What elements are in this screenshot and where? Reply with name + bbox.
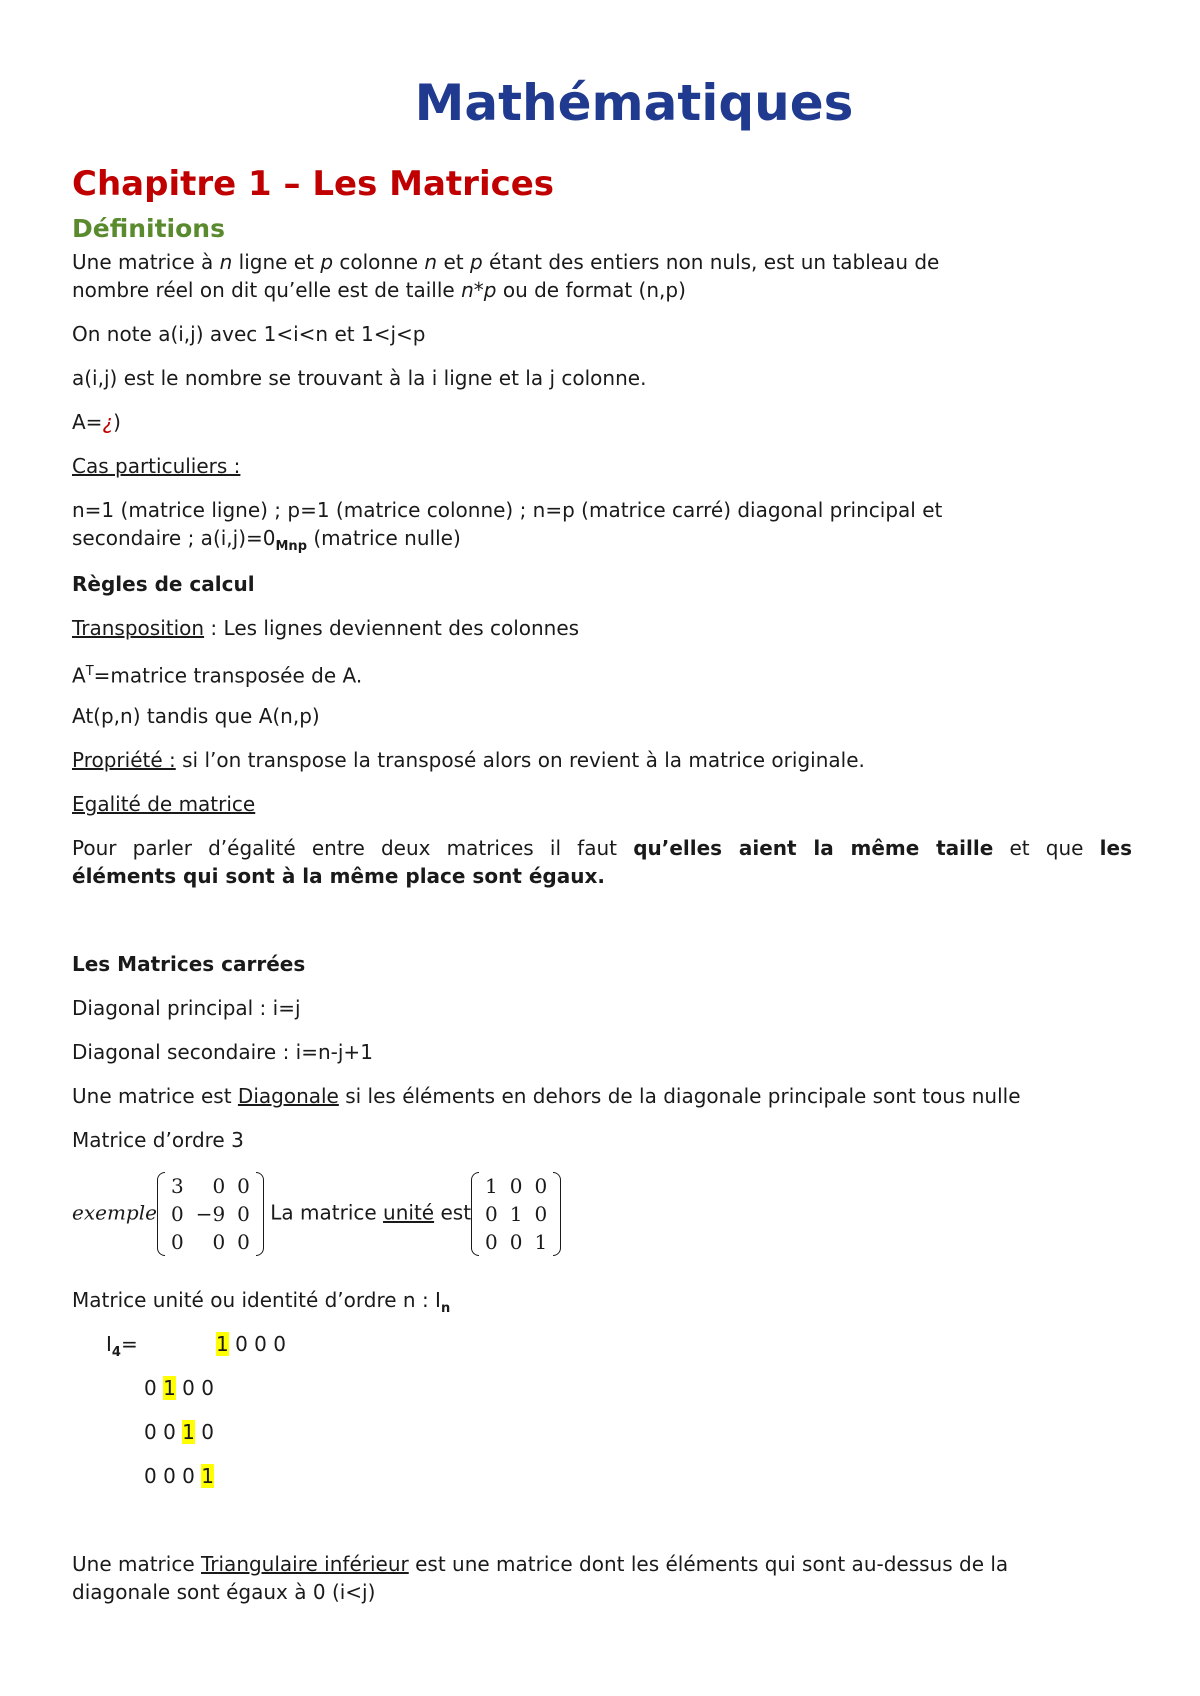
text: colonne — [333, 250, 425, 274]
matrix-cell: 0 — [485, 1230, 498, 1254]
text: si les éléments en dehors de la diagonale principale sont tous nulle — [338, 1084, 1021, 1108]
text: 0 0 — [175, 1376, 214, 1400]
identity-row-1 — [216, 1330, 286, 1358]
text: 0 — [194, 1420, 214, 1444]
subscript: Mnp — [275, 539, 307, 554]
matrix-cell: 1 — [509, 1202, 523, 1226]
matrix-cell: 0 — [485, 1202, 498, 1226]
matrix-cell: 0 — [237, 1202, 250, 1226]
text: I — [106, 1332, 112, 1356]
carrees-heading: Les Matrices carrées — [72, 952, 306, 976]
highlighted-one: 1 — [201, 1464, 214, 1488]
text: nombre réel on dit qu’elle est de taille — [72, 278, 462, 302]
definitions-heading: Définitions — [72, 214, 225, 243]
definition-line-2 — [72, 276, 686, 304]
triangulaire-line-2: diagonale sont égaux à 0 (i<j) — [72, 1580, 376, 1604]
matrix-cell: 0 — [170, 1230, 184, 1254]
note-line: On note a(i,j) avec 1<i<n et 1<j<p — [72, 322, 426, 346]
chapter-heading: Chapitre 1 – Les Matrices — [72, 164, 555, 204]
subscript: 4 — [111, 1345, 121, 1360]
regles-heading: Règles de calcul — [72, 572, 255, 596]
highlighted-one: 1 — [182, 1420, 195, 1444]
text: si l’on transpose la transposé alors on revient à la matrice originale. — [175, 748, 865, 772]
text: 0 0 — [144, 1420, 183, 1444]
text: 0 0 0 — [144, 1464, 202, 1488]
term: Triangulaire inférieur — [201, 1552, 409, 1576]
placeholder-symbol: ¿ — [102, 410, 114, 434]
text: et que — [993, 836, 1100, 860]
matrix-cell: 0 — [170, 1202, 184, 1226]
cas-particuliers-label: Cas particuliers : — [72, 454, 241, 478]
egalite-line-2: éléments qui sont à la même place sont égaux. — [72, 864, 605, 888]
text: Une matrice — [72, 1552, 201, 1576]
text: Une matrice est — [72, 1084, 238, 1108]
identity-row-2 — [144, 1374, 214, 1402]
matrix-example-row — [72, 1172, 561, 1256]
atpn-line: At(p,n) tandis que A(n,p) — [72, 704, 320, 728]
cas-line-1: n=1 (matrice ligne) ; p=1 (matrice colonne) ; n=p (matrice carré) diagonal principal et — [72, 498, 943, 522]
text: secondaire ; a(i,j)=0 — [72, 526, 276, 550]
propriete-line — [72, 746, 865, 774]
text: Pour parler d’égalité entre deux matrices il faut — [72, 836, 634, 860]
matrix-cell: −9 — [195, 1202, 226, 1226]
identite-line — [72, 1286, 450, 1323]
egalite-label: Egalité de matrice — [72, 792, 256, 816]
text: Matrice unité ou identité d’ordre n : I — [72, 1288, 441, 1312]
emphasis: les — [1099, 836, 1132, 860]
identity-row-4 — [144, 1462, 214, 1490]
identity-row-3 — [144, 1418, 214, 1446]
text: ) — [113, 410, 121, 434]
var-n: n — [424, 250, 438, 274]
text: A= — [72, 410, 103, 434]
cas-line-2 — [72, 524, 461, 561]
text: Une matrice à — [72, 250, 220, 274]
term: unité — [383, 1200, 435, 1225]
definition-line-1 — [72, 248, 939, 276]
highlighted-one: 1 — [163, 1376, 176, 1400]
unit-matrix — [471, 1172, 561, 1256]
emphasis: qu’elles aient la même taille — [633, 836, 994, 860]
text: 0 — [144, 1376, 164, 1400]
text: et — [437, 250, 470, 274]
subscript: n — [440, 1301, 451, 1316]
text: : Les lignes deviennent des colonnes — [204, 616, 580, 640]
matrix-cell: 0 — [534, 1174, 548, 1198]
matrix-cell: 1 — [534, 1230, 548, 1254]
transposition-line — [72, 614, 579, 642]
matrix-cell: 0 — [509, 1174, 523, 1198]
a-definition — [72, 408, 121, 436]
diag-secondaire-line: Diagonal secondaire : i=n-j+1 — [72, 1040, 373, 1064]
text: =matrice transposée de A. — [93, 663, 363, 688]
transpose-definition — [72, 658, 362, 690]
exemple-label: exemple — [72, 1200, 157, 1225]
matrix-cell: 0 — [534, 1202, 548, 1226]
ordre3-line: Matrice d’ordre 3 — [72, 1128, 244, 1152]
matrix-cell: 0 — [212, 1174, 226, 1198]
matrix-cell: 0 — [237, 1230, 250, 1254]
text: La matrice — [263, 1200, 384, 1225]
text: est — [434, 1200, 472, 1225]
example-matrix — [157, 1172, 264, 1256]
text: étant des entiers non nuls, est un tableau de — [482, 250, 940, 274]
term: Transposition — [72, 616, 205, 640]
text: est une matrice dont les éléments qui sont au-dessus de la — [408, 1552, 1009, 1576]
text: ou de format (n,p) — [496, 278, 686, 302]
text: A — [72, 663, 86, 688]
term: Diagonale — [237, 1084, 339, 1108]
var-np: n*p — [461, 278, 497, 302]
superscript: T — [85, 664, 94, 679]
var-p: p — [320, 250, 334, 274]
matrix-cell: 1 — [485, 1174, 498, 1198]
aij-line: a(i,j) est le nombre se trouvant à la i ligne et la j colonne. — [72, 366, 647, 390]
var-p: p — [469, 250, 483, 274]
text: 0 0 0 — [228, 1332, 286, 1356]
diag-principal-line: Diagonal principal : i=j — [72, 996, 301, 1020]
matrix-cell: 0 — [509, 1230, 523, 1254]
page-title: Mathématiques — [414, 74, 854, 132]
i4-label — [106, 1330, 138, 1367]
diagonale-line — [72, 1082, 1021, 1110]
matrix-cell: 0 — [212, 1230, 226, 1254]
text: ligne et — [232, 250, 321, 274]
term: Propriété : — [72, 748, 176, 772]
text: = — [120, 1332, 138, 1356]
egalite-line-1 — [72, 834, 1132, 862]
highlighted-one: 1 — [216, 1332, 229, 1356]
text: (matrice nulle) — [307, 526, 461, 550]
matrix-cell: 3 — [170, 1174, 184, 1198]
triangulaire-line-1 — [72, 1550, 1008, 1578]
var-n: n — [219, 250, 233, 274]
matrix-cell: 0 — [237, 1174, 250, 1198]
